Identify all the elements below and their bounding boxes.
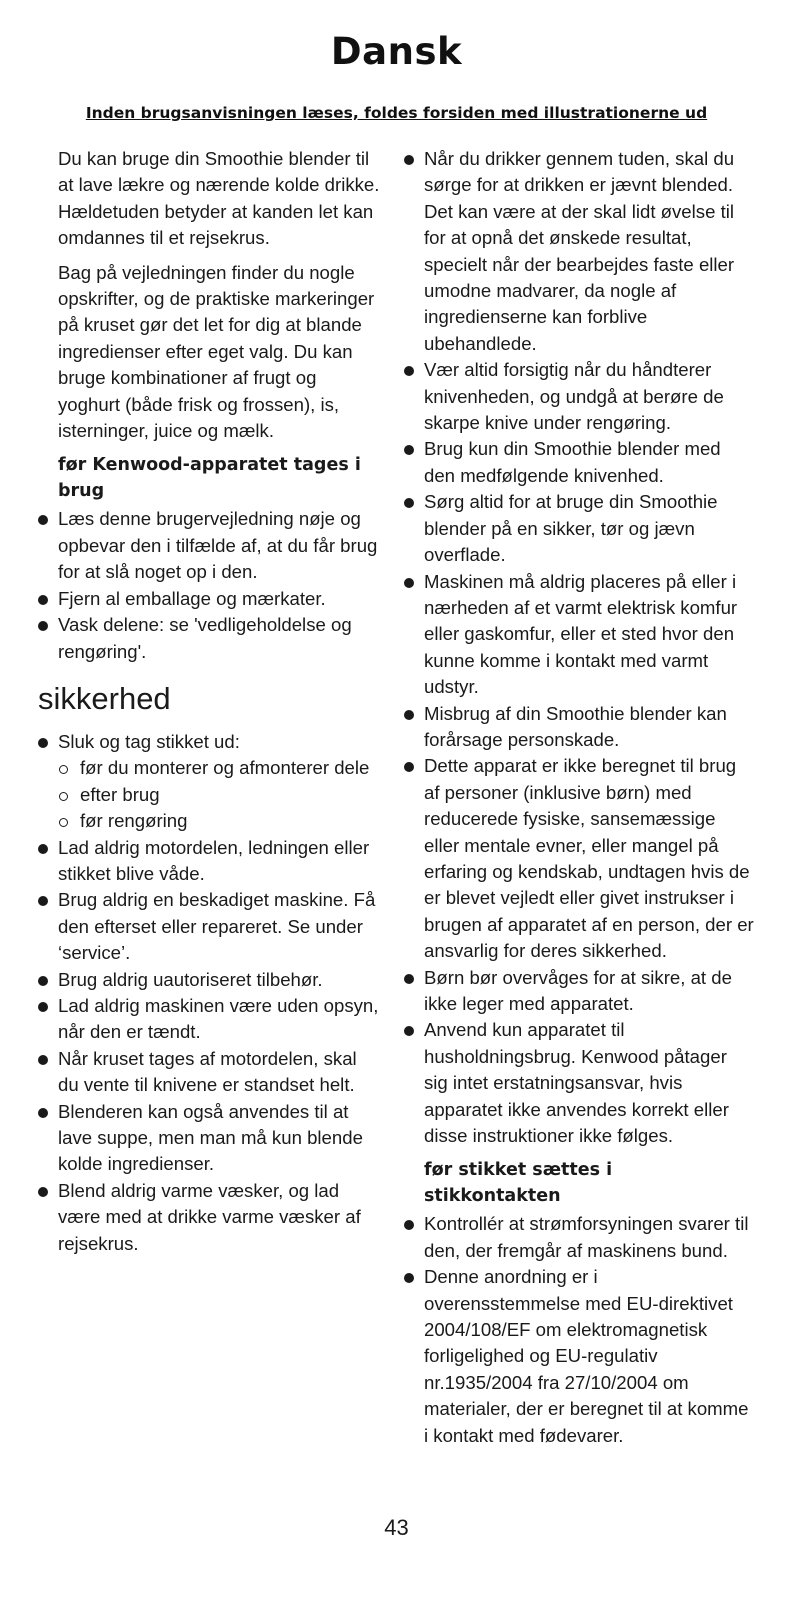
list-item: Blenderen kan også anvendes til at lave suppe, men man må kun blende kolde ingredienser. [38,1099,380,1178]
list-item: Maskinen må aldrig placeres på eller i nærheden af et varmt elektrisk komfur eller gaskomfur, eller et sted hvor den kunne komme i kontakt med varmt udstyr. [404,569,754,701]
plug-heading: før stikket sættes i stikkontakten [424,1160,613,1207]
list-item: Lad aldrig maskinen være uden opsyn, når den er tændt. [38,993,380,1046]
page-number: 43 [384,1515,409,1540]
list-item: Når du drikker gennem tuden, skal du sørge for at drikken er jævnt blended. Det kan være at der skal lidt øvelse til for at opnå det ønskede resultat, specielt når der bearbejdes faste eller umodne madvarer, da nogle af ingredienserne kan forblive ubehandlede. [404,146,754,357]
list-item: Vær altid forsigtig når du håndterer knivenheden, og undgå at berøre de skarpe knive under rengøring. [404,357,754,436]
left-column [38,146,380,1257]
before-use-heading: før Kenwood-apparatet tages i brug [58,455,361,502]
before-use-list [38,506,380,664]
list-item: Kontrollér at strømforsyningen svarer til den, der fremgår af maskinens bund. [404,1211,754,1264]
list-item: Lad aldrig motordelen, ledningen eller stikket blive våde. [38,835,380,888]
safety-list-continued [404,146,754,1149]
list-item: Misbrug af din Smoothie blender kan forårsage personskade. [404,701,754,754]
safety-list [38,729,380,1257]
intro-paragraph: Du kan bruge din Smoothie blender til at lave lækre og nærende kolde drikke. Hældetuden betyder at kanden let kan omdannes til et rejsekrus. [58,148,380,249]
plug-list [404,1211,754,1449]
safety-sub-list [58,755,380,834]
list-item: Læs denne brugervejledning nøje og opbevar den i tilfælde af, at du får brug for at slå noget op i den. [38,506,380,585]
list-item: Blend aldrig varme væsker, og lad være med at drikke varme væsker af rejsekrus. [38,1178,380,1257]
list-item-text: Sluk og tag stikket ud: [58,730,240,752]
safety-heading: sikkerhed [38,680,171,716]
list-item: Dette apparat er ikke beregnet til brug af personer (inklusive børn) med reducerede fysiske, sansemæssige eller mentale evner, eller mangel på erfaring og kendskab, undtagen hvis de er blevet vejledt eller givet instrukser i brugen af apparatet af en person, der er ansvarlig for deres sikkerhed. [404,753,754,964]
page-subtitle: Inden brugsanvisningen læses, foldes forsiden med illustrationerne ud [85,104,708,122]
list-item: Brug kun din Smoothie blender med den medfølgende knivenhed. [404,436,754,489]
list-item: Når kruset tages af motordelen, skal du vente til knivene er standset helt. [38,1046,380,1099]
list-item: Sørg altid for at bruge din Smoothie blender på en sikker, tør og jævn overflade. [404,489,754,568]
intro-paragraph: Bag på vejledningen finder du nogle opskrifter, og de praktiske markeringer på kruset gør det let for dig at blande ingredienser efter eget valg. Du kan bruge kombinationer af frugt og yoghurt (både frisk og frossen), is, isterninger, juice og mælk. [58,261,375,442]
list-item: Denne anordning er i overensstemmelse med EU-direktivet 2004/108/EF om elektromagnetisk forligelighed og EU-regulativ nr.1935/2004 fra 27/10/2004 om materialer, der er beregnet til at komme i kontakt med fødevarer. [404,1264,754,1449]
sub-list-item: efter brug [58,782,380,808]
page-title: Dansk [330,30,463,73]
list-item: Vask delene: se 'vedligeholdelse og rengøring'. [38,612,380,665]
list-item: Fjern al emballage og mærkater. [38,586,380,612]
list-item [38,729,380,835]
sub-list-item: før du monterer og afmonterer dele [58,755,380,781]
list-item: Brug aldrig uautoriseret tilbehør. [38,967,380,993]
right-column [404,146,754,1449]
list-item: Brug aldrig en beskadiget maskine. Få den efterset eller repareret. Se under ‘service’. [38,887,380,966]
list-item: Anvend kun apparatet til husholdningsbrug. Kenwood påtager sig intet erstatningsansvar, hvis apparatet ikke anvendes korrekt eller disse instruktioner ikke følges. [404,1017,754,1149]
sub-list-item: før rengøring [58,808,380,834]
list-item: Børn bør overvåges for at sikre, at de ikke leger med apparatet. [404,965,754,1018]
